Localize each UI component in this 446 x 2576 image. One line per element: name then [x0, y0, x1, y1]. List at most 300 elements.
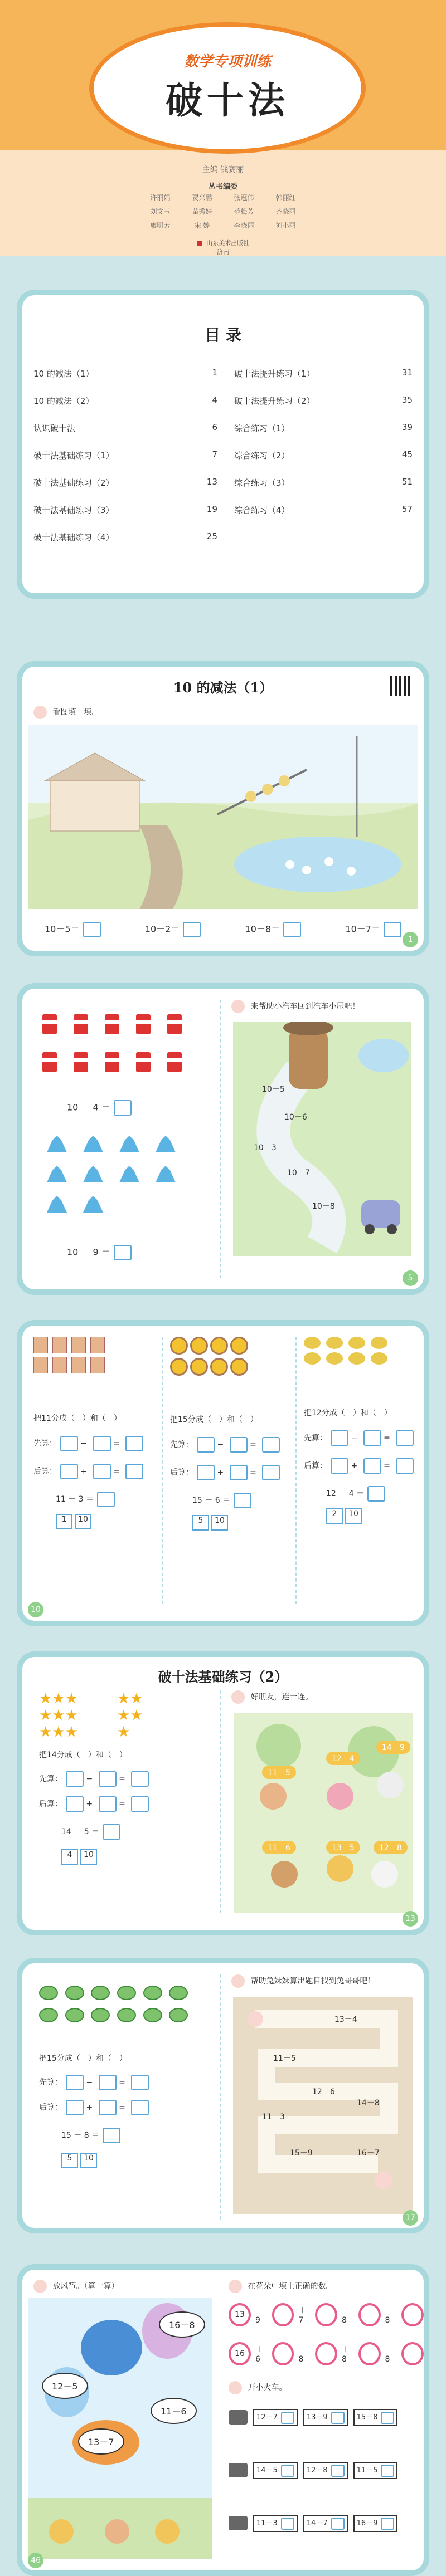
bag-icon [117, 1164, 142, 1186]
committee-name: 宋 婷 [194, 222, 210, 229]
snail-icon [91, 2008, 110, 2022]
split-tree [326, 1508, 421, 1524]
equation [145, 922, 201, 937]
train-expression: 16－9 [356, 2519, 378, 2528]
friend-label[interactable]: 13－5 [326, 1841, 360, 1854]
sunflower-icon [230, 1358, 248, 1376]
toc-row[interactable] [33, 504, 217, 531]
committee-name: 刘文玉 [150, 208, 171, 216]
train-car [353, 2409, 398, 2426]
train-title [229, 2381, 287, 2394]
sunflower-icon [170, 1358, 188, 1376]
committee-name: 李晓丽 [234, 222, 254, 229]
answer-box[interactable] [367, 1486, 385, 1502]
answer-box[interactable] [396, 1458, 414, 1474]
committee-name: 苗秀婷 [192, 208, 212, 216]
page-number: 1 [403, 932, 418, 947]
train-expression: 11－5 [356, 2466, 378, 2475]
drink-cup-icon [70, 1011, 91, 1037]
answer-box[interactable] [99, 2100, 117, 2115]
answer-box[interactable] [331, 1430, 348, 1446]
page-number: 5 [403, 1270, 418, 1286]
star-icon: ★ [117, 1724, 130, 1741]
answer-box[interactable] [66, 2075, 84, 2090]
drinks-group [39, 1011, 195, 1074]
toc-row[interactable] [234, 504, 413, 531]
split-tree [56, 1514, 151, 1529]
instruction [231, 1690, 313, 1704]
toc-label: 破十法基础练习（3） [33, 505, 114, 515]
train-row [229, 2409, 397, 2426]
step-label: 后算： [39, 2103, 62, 2112]
toc-row[interactable] [234, 449, 413, 477]
answer-box[interactable] [66, 1771, 84, 1787]
equation-text: 10 － 9 ＝ [67, 1247, 110, 1258]
drink-cup-icon [133, 1011, 154, 1037]
instruction-text: 帮助兔妹妹算出题目找到兔哥哥吧！ [250, 1977, 376, 1986]
pictures-row [170, 1337, 287, 1376]
kite-expression: 12－5 [42, 2373, 88, 2399]
bag-icon [81, 1133, 105, 1156]
toc-page-number: 31 [401, 368, 413, 378]
bird-icon [326, 1352, 343, 1365]
toc-row[interactable] [33, 368, 217, 395]
committee-name: 张冠伟 [234, 194, 254, 202]
toc-page-number: 4 [212, 395, 217, 405]
snail-icon [143, 1986, 162, 2000]
split-part: 4 [61, 1849, 78, 1865]
answer-box[interactable] [125, 1464, 143, 1479]
instruction-text: 开小火车。 [248, 2383, 287, 2392]
train-car [253, 2515, 298, 2532]
instruction [33, 2280, 119, 2293]
second-step: 后算： + = [304, 1458, 421, 1474]
kite-expression: 13－7 [78, 2428, 124, 2455]
answer-box[interactable] [281, 2412, 294, 2424]
answer-box[interactable] [381, 2412, 394, 2424]
drink-cup-icon [39, 1049, 60, 1074]
instruction-text: 好朋友，连一连。 [250, 1693, 313, 1702]
drink-cup-icon [70, 1049, 91, 1074]
equation-text: 14 － 5 ＝ [61, 1827, 100, 1836]
flower-number: 13 [229, 2303, 251, 2326]
pictures-row [33, 1337, 151, 1373]
train-car [303, 2515, 348, 2532]
answer-box[interactable] [131, 1796, 149, 1812]
answer-box[interactable] [97, 1492, 115, 1507]
train-car [253, 2462, 298, 2479]
toc-left [33, 368, 217, 559]
answer-box[interactable] [103, 1824, 120, 1840]
toc-label: 破十法提升练习（1） [234, 369, 315, 379]
answer-box[interactable] [381, 2465, 394, 2477]
split-text: 把12分成（ ）和（ ） [304, 1409, 392, 1417]
exercise-column [33, 1337, 151, 1529]
op-label: ＋7 [298, 2306, 307, 2325]
flower-blank[interactable] [401, 2303, 424, 2326]
train-car [353, 2515, 398, 2532]
instruction [231, 1974, 415, 1988]
answer-box[interactable] [381, 2518, 394, 2530]
answer-box[interactable] [114, 1100, 132, 1116]
split-part: 2 [326, 1508, 343, 1524]
toc-page-number: 19 [206, 504, 217, 514]
first-step: 先算： − = [33, 1436, 151, 1451]
step-label: 先算： [33, 1439, 57, 1448]
step-label: 后算： [39, 1800, 62, 1808]
page-title: 10 的减法（1） [173, 680, 273, 696]
committee-name: 许丽娟 [150, 194, 171, 202]
split-part: 10 [211, 1515, 228, 1531]
cover-subtitle: 数学专项训练 [183, 53, 271, 70]
milk-box-icon [52, 1337, 67, 1353]
flower-blank[interactable] [401, 2342, 424, 2365]
friend-label[interactable]: 12－8 [374, 1841, 408, 1854]
snail-icon [91, 1986, 110, 2000]
toc-row[interactable] [234, 395, 413, 422]
toc-label: 破十法基础练习（2） [33, 478, 114, 488]
equation-text: 10－2＝ [144, 923, 180, 935]
bird-icon [326, 1337, 343, 1349]
toc-row[interactable] [234, 368, 413, 395]
committee-name: 韩丽红 [275, 194, 296, 202]
snail-icon [169, 2008, 188, 2022]
equation [61, 2128, 120, 2143]
equation-text: 15 － 6 ＝ [192, 1496, 231, 1505]
page-title: 破十法基础练习（2） [158, 1669, 288, 1685]
split-tree [192, 1515, 287, 1531]
friend-label[interactable]: 14－9 [376, 1741, 410, 1754]
split-part: 10 [75, 1514, 91, 1529]
second-step: 后算： + = [39, 1796, 149, 1812]
instruction [229, 2280, 333, 2293]
star-icon: ★★★ [39, 1707, 78, 1724]
toc-page-number: 39 [401, 422, 413, 432]
star-icon: ★★★ [39, 1690, 78, 1707]
publisher-logo-icon [197, 241, 202, 246]
answer-box[interactable] [183, 922, 201, 937]
equation-row [45, 922, 401, 937]
answer-box[interactable] [331, 2412, 345, 2424]
step-label: 先算： [304, 1434, 327, 1443]
toc-page [22, 295, 424, 593]
split-text: 把14分成（ ）和（ ） [39, 1751, 127, 1759]
maze-scene [233, 1997, 413, 2214]
split-part: 5 [192, 1515, 209, 1531]
answer-box[interactable] [234, 1493, 251, 1508]
train-row [229, 2462, 397, 2479]
kite-expression: 11－6 [151, 2398, 197, 2424]
op-label: ＋8 [342, 2345, 350, 2364]
first-step: 先算： − = [304, 1430, 421, 1446]
op-label: ＋6 [255, 2345, 263, 2364]
maze-label: 15－9 [290, 2149, 313, 2158]
snail-icon [117, 2008, 136, 2022]
equation [56, 1492, 151, 1507]
toc-page-number: 7 [212, 449, 217, 460]
flower-blank[interactable] [358, 2342, 381, 2365]
answer-box[interactable] [281, 2465, 294, 2477]
divider [220, 1974, 221, 2220]
answer-box[interactable] [125, 1436, 143, 1451]
equation-text: 11 － 3 ＝ [56, 1495, 94, 1504]
toc-page-number: 57 [401, 504, 413, 514]
flower-blank[interactable] [272, 2303, 294, 2326]
answer-box[interactable] [103, 2128, 120, 2143]
answer-box[interactable] [83, 922, 101, 937]
rabbit-icon [33, 706, 47, 719]
bag-icon [45, 1164, 69, 1186]
exercise-column [304, 1337, 421, 1524]
split-part: 5 [61, 2153, 78, 2168]
rabbit-icon [231, 1000, 245, 1013]
page-3 [22, 1326, 424, 1621]
toc-label: 综合练习（2） [234, 451, 290, 461]
maze-label: 14－8 [357, 2099, 380, 2108]
answer-box[interactable] [99, 1796, 117, 1812]
bird-icon [371, 1337, 387, 1349]
bird-icon [348, 1337, 365, 1349]
drink-cup-icon [101, 1011, 123, 1037]
answer-box[interactable] [99, 1771, 117, 1787]
page-number: 13 [403, 1911, 418, 1927]
road-scene [233, 1022, 411, 1256]
bag-icon [45, 1194, 69, 1216]
toc-row[interactable] [33, 531, 217, 559]
rabbit-icon [231, 1974, 245, 1988]
toc-label: 综合练习（1） [234, 423, 290, 433]
answer-box[interactable] [131, 2075, 149, 2090]
equation [345, 922, 401, 937]
flower-blank[interactable] [315, 2342, 337, 2365]
answer-box[interactable] [99, 2075, 117, 2090]
toc-label: 认识破十法 [33, 423, 76, 433]
publisher-city: ·济南· [215, 248, 231, 256]
rabbit-icon [229, 2280, 242, 2293]
split-text: 把11分成（ ）和（ ） [33, 1414, 122, 1423]
snail-icon [143, 2008, 162, 2022]
drink-cup-icon [101, 1049, 123, 1074]
snails-group [39, 1986, 195, 2022]
answer-box[interactable] [93, 1436, 111, 1451]
sunflower-icon [210, 1337, 228, 1355]
flower-blank[interactable] [272, 2342, 294, 2365]
bird-icon [304, 1337, 321, 1349]
toc-page-number: 13 [206, 477, 217, 487]
page-number: 10 [28, 1602, 43, 1617]
equation-text: 10 － 4 ＝ [67, 1102, 110, 1113]
first-step: 先算： − = [39, 1771, 149, 1787]
snail-icon [65, 1986, 84, 2000]
drink-cup-icon [164, 1011, 185, 1037]
op-label: －8 [298, 2345, 307, 2364]
answer-box[interactable] [230, 1437, 248, 1453]
toc-page-number: 25 [206, 531, 217, 541]
equation [45, 922, 101, 937]
publisher [0, 238, 446, 256]
equation [192, 1493, 287, 1508]
second-step: 后算： + = [170, 1465, 287, 1480]
train-car [253, 2409, 298, 2426]
milk-box-icon [33, 1357, 48, 1373]
answer-box[interactable] [396, 1430, 414, 1446]
bag-icon [153, 1164, 178, 1186]
committee-name: 范梅芳 [234, 208, 254, 216]
toc-label: 10 的减法（1） [33, 369, 94, 379]
step-label: 后算： [170, 1468, 193, 1477]
page-5 [22, 1963, 424, 2228]
train-car [303, 2409, 348, 2426]
friend-label[interactable]: 11－5 [262, 1766, 296, 1779]
toc-row[interactable] [33, 449, 217, 477]
qr-code-icon [390, 676, 410, 696]
answer-box[interactable] [60, 1464, 78, 1479]
toc-page-number: 35 [401, 395, 413, 405]
series-title: 丛书编委 [208, 183, 237, 191]
sunflower-icon [210, 1358, 228, 1376]
toc-label: 综合练习（3） [234, 478, 290, 488]
instruction-text: 看图填一填。 [52, 708, 100, 717]
star-icon: ★★ [117, 1707, 143, 1724]
rabbit-icon [33, 2280, 47, 2293]
train-expression: 11－3 [256, 2519, 278, 2528]
cover-title: 破十法 [166, 79, 289, 122]
first-step: 先算： − = [39, 2075, 149, 2090]
toc-row[interactable] [234, 422, 413, 449]
split-part: 10 [80, 1849, 97, 1865]
answer-box[interactable] [363, 1430, 381, 1446]
milk-box-icon [90, 1357, 105, 1373]
answer-box[interactable] [197, 1437, 215, 1453]
sunflower-icon [230, 1337, 248, 1355]
bags-group [45, 1133, 190, 1216]
instruction-text: 在花朵中填上正确的数。 [248, 2282, 334, 2291]
answer-box[interactable] [281, 2518, 294, 2530]
step-label: 先算： [39, 2078, 62, 2087]
toc-row[interactable] [33, 422, 217, 449]
second-step: 后算： + = [33, 1464, 151, 1479]
toc-label: 破十法基础练习（1） [33, 451, 114, 461]
snail-icon [169, 1986, 188, 2000]
rabbit-icon [231, 1690, 245, 1704]
drink-cup-icon [39, 1011, 60, 1037]
train-expression: 12－7 [256, 2413, 278, 2422]
committee-grid [139, 193, 307, 230]
flower-number: 16 [229, 2342, 251, 2365]
divider [220, 1690, 221, 1913]
committee-name: 刘小丽 [275, 222, 296, 229]
step-label: 后算： [33, 1467, 57, 1476]
answer-box[interactable] [262, 1465, 280, 1480]
flower-blank[interactable] [358, 2303, 381, 2326]
train-expression: 14－7 [306, 2519, 328, 2528]
maze-label: 13－4 [334, 2015, 357, 2024]
answer-box[interactable] [283, 922, 301, 937]
page-number: 17 [403, 2210, 418, 2226]
exercise-column [170, 1337, 287, 1531]
friend-label[interactable]: 12－4 [326, 1752, 360, 1765]
road-label: 10－6 [284, 1113, 307, 1122]
maze-label: 16－7 [357, 2149, 380, 2158]
toc-row[interactable] [33, 477, 217, 504]
divider [295, 1337, 297, 1604]
toc-page-number: 45 [401, 449, 413, 460]
equation-2 [67, 1245, 132, 1260]
answer-box[interactable] [331, 2465, 345, 2477]
publisher-name: 山东美术出版社 [206, 239, 250, 247]
sunflower-icon [190, 1358, 208, 1376]
toc-right [234, 368, 413, 531]
bird-icon [348, 1352, 365, 1365]
road-label: 10－8 [312, 1202, 335, 1211]
second-step: 后算： + = [39, 2100, 149, 2115]
bird-icon [304, 1352, 321, 1365]
answer-box[interactable] [331, 2518, 345, 2530]
toc-row[interactable] [33, 395, 217, 422]
toc-label: 破十法基础练习（4） [33, 532, 114, 542]
divider [162, 1337, 163, 1604]
answer-box[interactable] [230, 1465, 248, 1480]
maze-label: 11－5 [273, 2054, 296, 2063]
toc-page-number: 51 [401, 477, 413, 487]
answer-box[interactable] [131, 1771, 149, 1787]
step-label: 先算： [39, 1775, 62, 1783]
train-expression: 14－5 [256, 2466, 278, 2475]
equation-text: 10－5＝ [45, 923, 80, 935]
split-text: 把15分成（ ）和（ ） [170, 1415, 258, 1424]
answer-box[interactable] [60, 1436, 78, 1451]
toc-label: 10 的减法（2） [33, 396, 94, 406]
editor-line: 主编 钱赛丽 [202, 165, 244, 174]
answer-box[interactable] [93, 1464, 111, 1479]
train-expression: 15－8 [356, 2413, 378, 2422]
drink-cup-icon [164, 1049, 185, 1074]
equation [61, 1824, 120, 1840]
answer-box[interactable] [363, 1458, 381, 1474]
page-1 [22, 667, 424, 951]
op-label: －9 [255, 2306, 263, 2325]
kite-expression: 16－8 [159, 2311, 205, 2338]
friend-label[interactable]: 11－6 [262, 1841, 296, 1854]
bag-icon [153, 1133, 178, 1156]
train-engine-icon [229, 2410, 248, 2425]
equation [326, 1486, 421, 1502]
sunflower-icon [170, 1337, 188, 1355]
answer-box[interactable] [384, 922, 401, 937]
answer-box[interactable] [331, 1458, 348, 1474]
snail-icon [39, 1986, 58, 2000]
toc-row[interactable] [234, 477, 413, 504]
op-label: －8 [385, 2345, 393, 2364]
flower-blank[interactable] [315, 2303, 337, 2326]
split-part: 10 [345, 1508, 362, 1524]
road-label: 10－7 [287, 1169, 310, 1177]
instruction-text: 来帮助小汽车回到汽车小屋吧！ [250, 1002, 360, 1011]
answer-box[interactable] [114, 1245, 132, 1260]
split-tree [61, 1849, 97, 1865]
answer-box[interactable] [197, 1465, 215, 1480]
cover-title-badge [89, 22, 366, 154]
op-label: －8 [385, 2306, 393, 2325]
toc-label: 综合练习（4） [234, 505, 290, 515]
answer-box[interactable] [262, 1437, 280, 1453]
answer-box[interactable] [66, 2100, 84, 2115]
road-label: 10－3 [254, 1143, 277, 1152]
first-step: 先算： − = [170, 1437, 287, 1453]
answer-box[interactable] [131, 2100, 149, 2115]
milk-box-icon [90, 1337, 105, 1353]
answer-box[interactable] [66, 1796, 84, 1812]
